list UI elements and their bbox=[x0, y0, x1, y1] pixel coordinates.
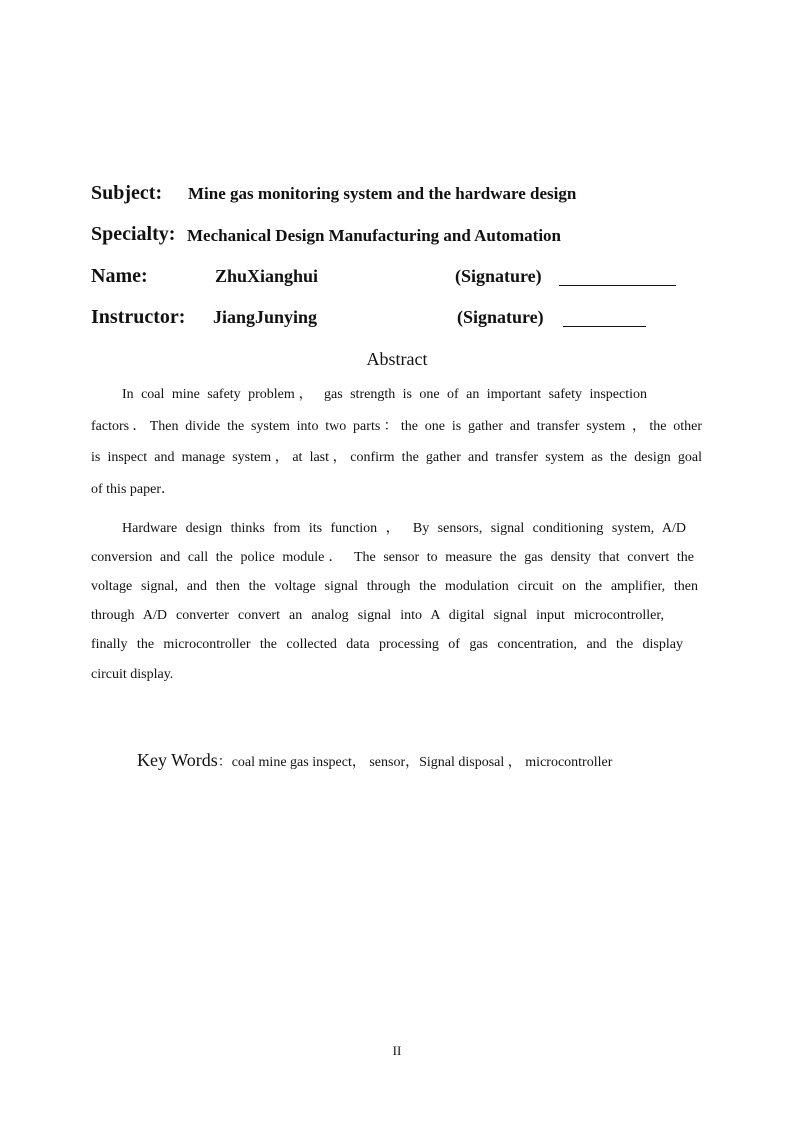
keywords-label: Key Words bbox=[137, 750, 218, 770]
instructor-signature-label: (Signature) bbox=[457, 307, 544, 327]
abstract-p2-line-5: finally the microcontroller the collected data processing of gas concentration, and the display bbox=[91, 637, 683, 652]
keywords-text: ：coal mine gas inspect， sensor，Signal disposal ， microcontroller bbox=[217, 755, 613, 770]
name-value: ZhuXianghui bbox=[215, 266, 319, 286]
name-signature-label: (Signature) bbox=[455, 266, 542, 286]
abstract-p2-line-6: circuit display. bbox=[91, 667, 174, 682]
abstract-p2-line-1: Hardware design thinks from its function ， By sensors, signal conditioning system, A/D bbox=[122, 521, 686, 536]
abstract-p1-line-4: of this paper． bbox=[91, 482, 175, 497]
specialty-value: Mechanical Design Manufacturing and Automation bbox=[187, 226, 562, 245]
subject-value: Mine gas monitoring system and the hardware design bbox=[188, 184, 577, 203]
page-number: II bbox=[392, 1043, 402, 1058]
instructor-signature-line bbox=[563, 326, 646, 327]
keywords-row bbox=[137, 749, 612, 772]
abstract-p1-line-3: is inspect and manage system，at last，confirm the gather and transfer system as the design goal bbox=[91, 450, 702, 465]
subject-label: Subject: bbox=[91, 182, 163, 204]
abstract-title: Abstract bbox=[366, 349, 428, 369]
abstract-p1-line-1: In coal mine safety problem， gas strength is one of an important safety inspection bbox=[122, 387, 647, 402]
instructor-label: Instructor: bbox=[91, 306, 186, 328]
abstract-p2-line-3: voltage signal, and then the voltage signal through the modulation circuit on the amplifier, then bbox=[91, 579, 698, 594]
abstract-p2-line-4: through A/D converter convert an analog signal into A digital signal input microcontroller, bbox=[91, 608, 664, 623]
name-label: Name: bbox=[91, 265, 148, 287]
abstract-p2-line-2: conversion and call the police module． The sensor to measure the gas density that convert the bbox=[91, 550, 694, 565]
specialty-label: Specialty: bbox=[91, 223, 176, 245]
abstract-p1-line-2: factors．Then divide the system into two parts：the one is gather and transfer system ，the other bbox=[91, 419, 702, 434]
name-signature-line bbox=[559, 285, 676, 286]
instructor-value: JiangJunying bbox=[213, 307, 318, 327]
